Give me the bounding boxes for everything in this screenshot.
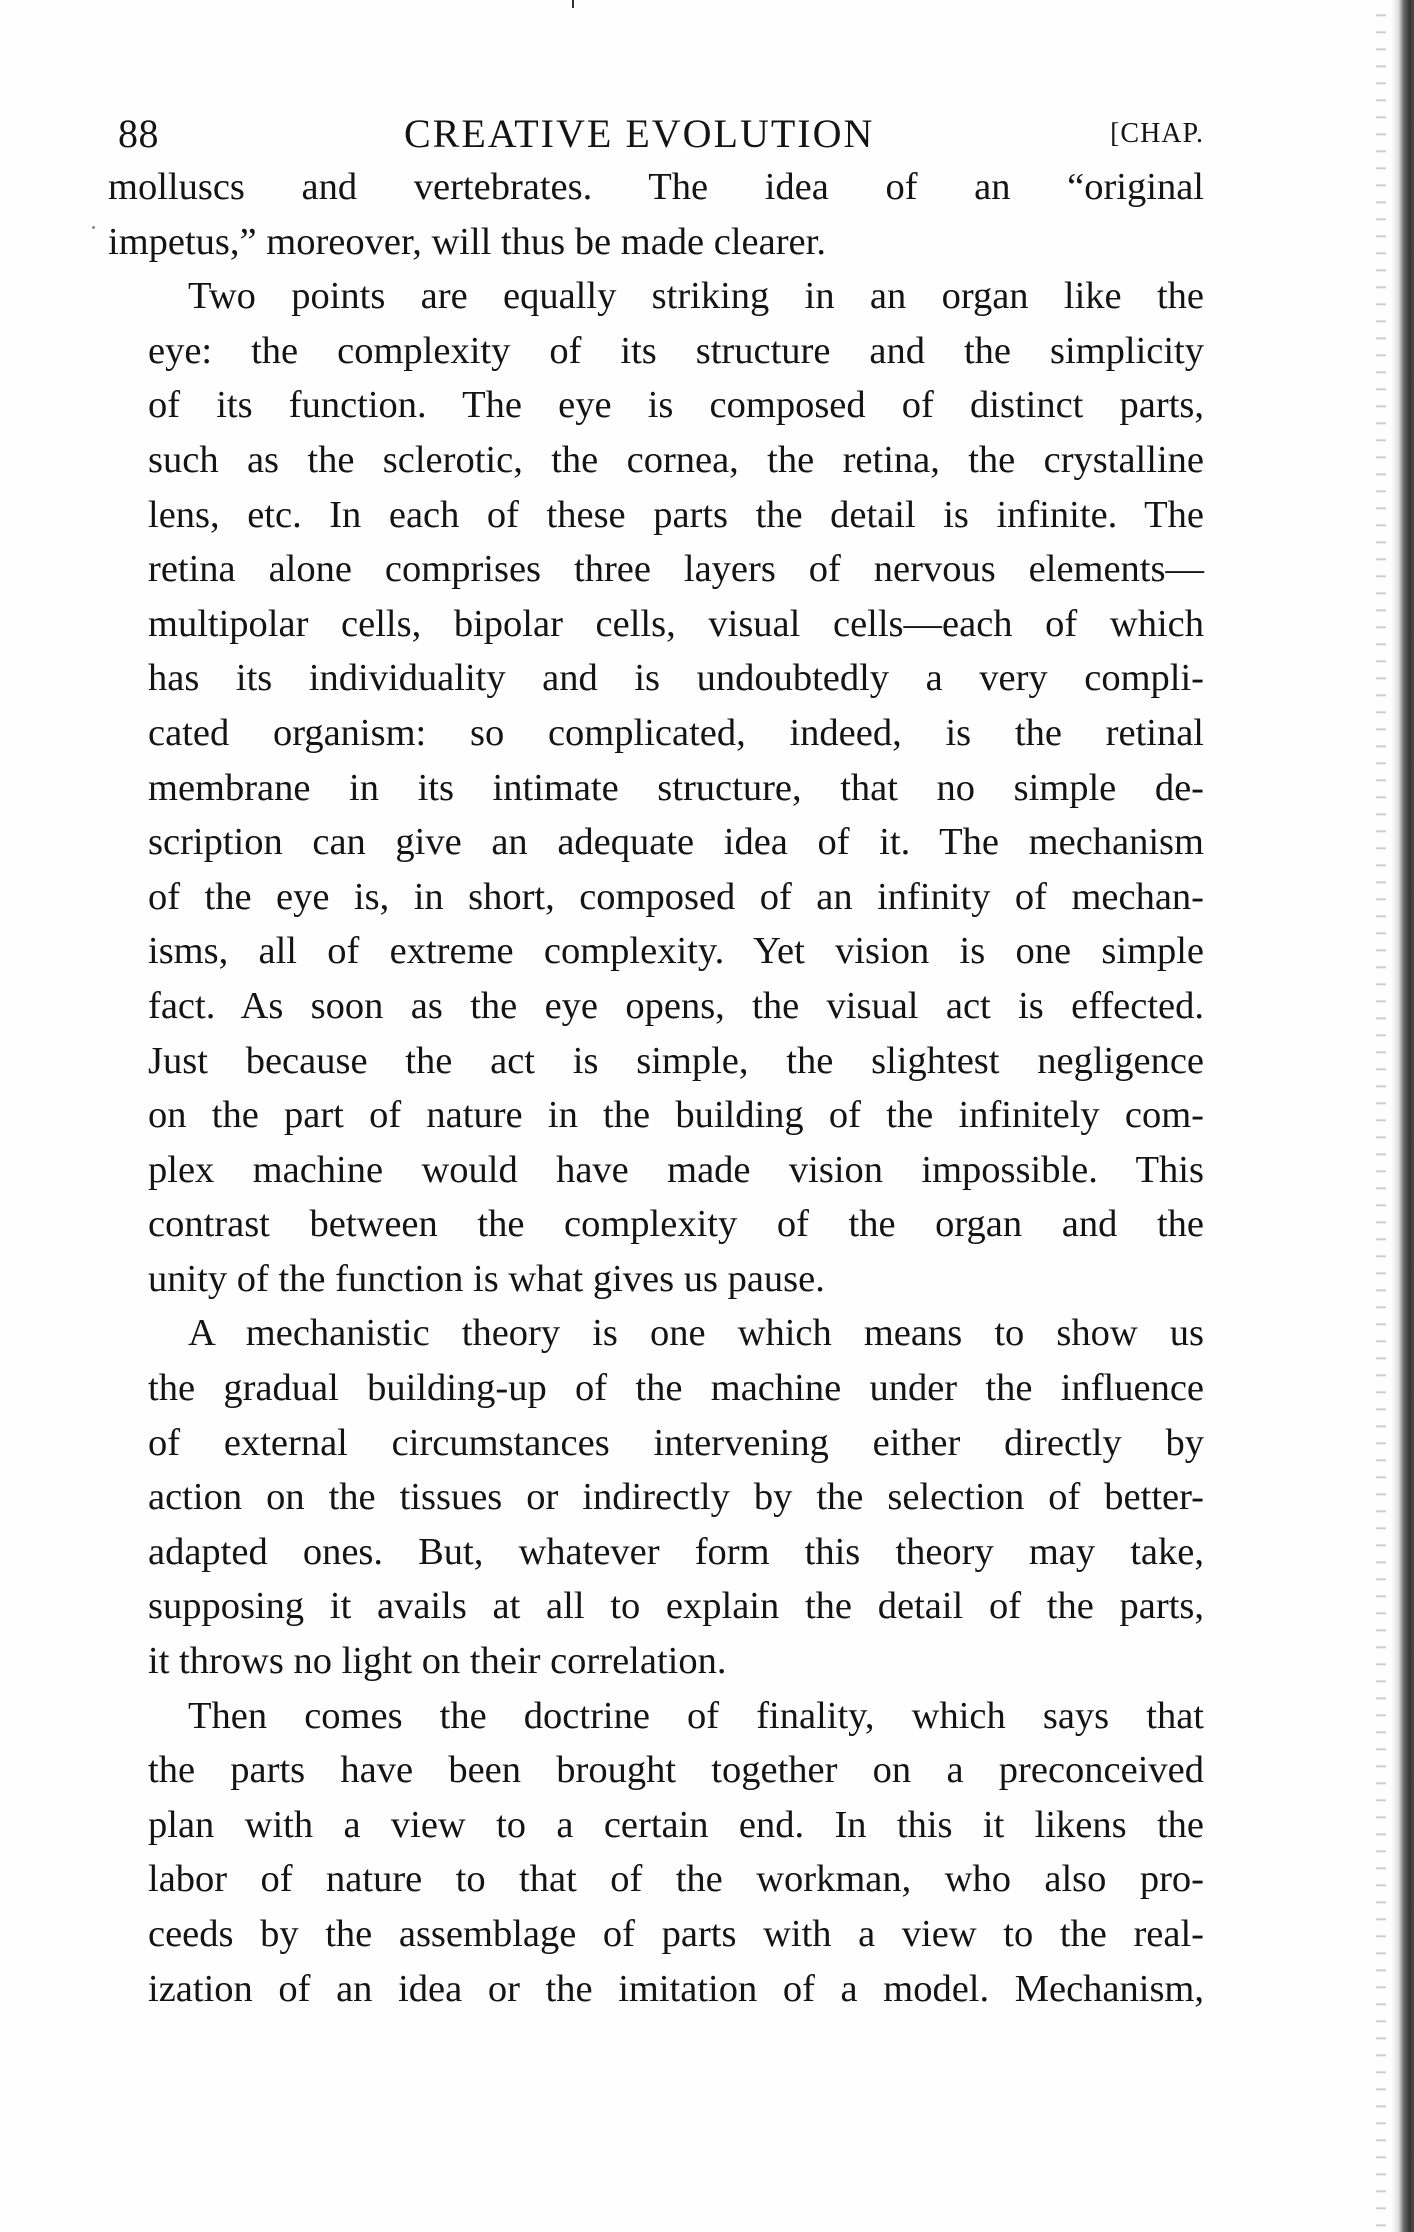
margin-speck (92, 226, 95, 229)
text-line: retina alone comprises three layers of nervous elements— (148, 548, 1204, 591)
text-line: scription can give an adequate idea of it. The mechanism (148, 821, 1204, 864)
text-line: on the part of nature in the building of the infinitely com- (148, 1094, 1204, 1137)
text-line: fact. As soon as the eye opens, the visual act is effected. (148, 984, 1204, 1027)
binding-shadow-speckle (1376, 0, 1386, 2232)
text-line: unity of the function is what gives us pause. (148, 1257, 825, 1300)
text-line: has its individuality and is undoubtedly a very compli- (148, 657, 1204, 700)
paragraph (108, 269, 1204, 1306)
book-title: CREATIVE EVOLUTION (404, 111, 875, 156)
text-line: it throws no light on their correlation. (148, 1640, 727, 1683)
text-line: labor of nature to that of the workman, who also pro- (148, 1858, 1204, 1901)
paragraph (108, 1306, 1204, 1688)
text-line: multipolar cells, bipolar cells, visual cells—each of which (148, 602, 1204, 645)
text-line: Then comes the doctrine of finality, which says that (188, 1694, 1204, 1737)
text-block (108, 102, 1204, 2016)
paragraph (108, 1689, 1204, 2017)
text-line: adapted ones. But, whatever form this theory may take, (148, 1530, 1204, 1573)
text-line: the gradual building-up of the machine under the influence (148, 1367, 1204, 1410)
text-line: membrane in its intimate structure, that no simple de- (148, 766, 1204, 809)
body-text (108, 160, 1204, 2016)
text-line: lens, etc. In each of these parts the detail is infinite. The (148, 493, 1204, 536)
text-line: ization of an idea or the imitation of a model. Mechanism, (148, 1967, 1204, 2010)
running-head (108, 102, 1204, 160)
chapter-marker: [CHAP. (1110, 118, 1204, 149)
text-line: isms, all of extreme complexity. Yet vision is one simple (148, 930, 1204, 973)
text-line: contrast between the complexity of the organ and the (148, 1203, 1204, 1246)
text-line: eye: the complexity of its structure and the simplicity (148, 329, 1204, 372)
text-line: the parts have been brought together on a preconceived (148, 1749, 1204, 1792)
binding-edge (1392, 0, 1414, 2232)
text-line: A mechanistic theory is one which means to show us (188, 1312, 1204, 1355)
text-line: cated organism: so complicated, indeed, is the retinal (148, 711, 1204, 754)
text-line: action on the tissues or indirectly by the selection of better- (148, 1476, 1204, 1519)
text-line: supposing it avails at all to explain the detail of the parts, (148, 1585, 1204, 1628)
text-line: Just because the act is simple, the slightest negligence (148, 1039, 1204, 1082)
page-number: 88 (118, 111, 159, 156)
text-line: molluscs and vertebrates. The idea of an “original (108, 166, 1204, 208)
top-edge-mark (572, 0, 574, 8)
text-line: of external circumstances intervening either directly by (148, 1421, 1204, 1464)
paragraph (108, 160, 1204, 269)
text-line: such as the sclerotic, the cornea, the retina, the crystalline (148, 438, 1204, 481)
text-line: plex machine would have made vision impossible. This (148, 1148, 1204, 1191)
text-line: impetus,” moreover, will thus be made clearer. (108, 220, 826, 263)
text-line: of its function. The eye is composed of distinct parts, (148, 384, 1204, 427)
text-line: ceeds by the assemblage of parts with a view to the real- (148, 1913, 1204, 1955)
text-line: plan with a view to a certain end. In this it likens the (148, 1803, 1204, 1846)
text-line: Two points are equally striking in an organ like the (188, 275, 1204, 318)
text-line: of the eye is, in short, composed of an infinity of mechan- (148, 875, 1204, 918)
